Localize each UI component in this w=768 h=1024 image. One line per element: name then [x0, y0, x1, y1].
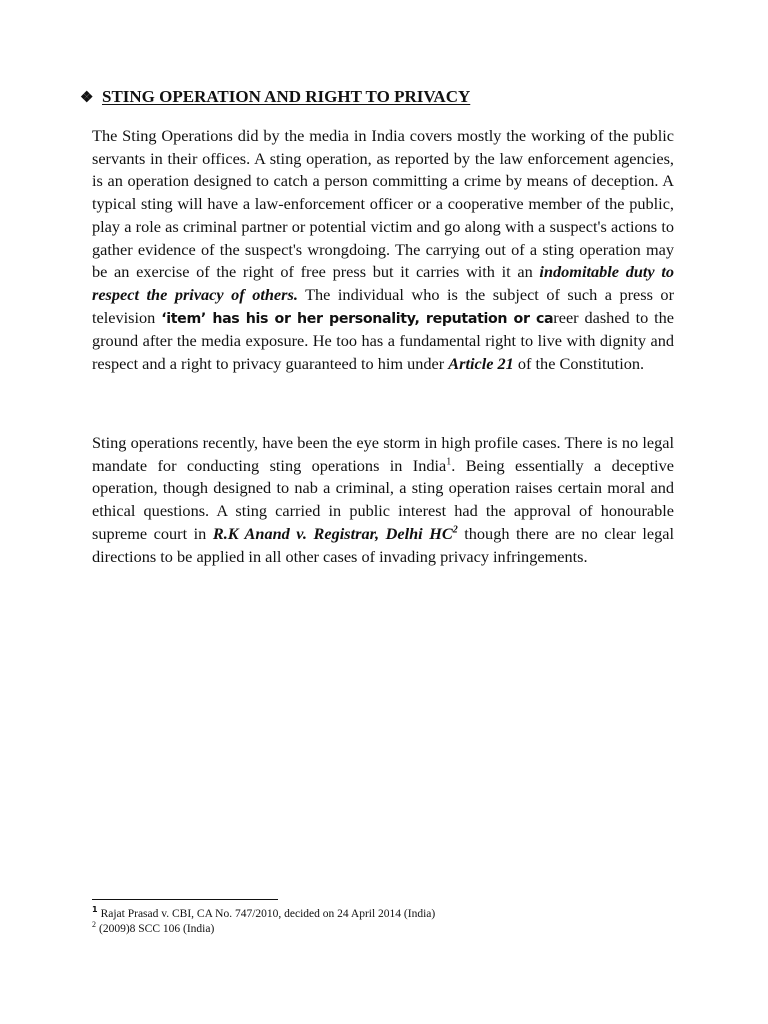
paragraph-1-text-c: reer dashed to the ground after the media exposure. He too has a fundamental right to live with dignity and respect and a right to privacy guaranteed to him under — [92, 307, 674, 374]
footnote-2-text: (2009)8 SCC 106 (India) — [99, 922, 215, 935]
paragraph-1 — [92, 125, 674, 376]
paragraph-1-text-a: The Sting Operations did by the media in India covers mostly the working of the public servants in their offices. A sting operation, as reported by the law enforcement agencies, is an operation designed to catch a person committing a crime by means of deception. A typical sting will have a law-enforcement officer or a cooperative member of the public, play a role as criminal partner or potential victim and go along with a suspect's actions to gather evidence of the suspect's wrongdoing. The carrying out of a sting operation may be an exercise of the right of free press but it carries with it an — [92, 126, 674, 282]
paragraph-2-text-c: though there are no clear legal directions to be applied in all other cases of invading privacy infringements. — [92, 523, 675, 566]
paragraph-2 — [92, 432, 674, 568]
footnote-1 — [92, 907, 692, 922]
footnote-ref-1[interactable]: 1 — [446, 456, 452, 468]
section-heading — [80, 86, 470, 109]
footnote-2-marker: 2 — [92, 919, 96, 929]
paragraph-2-text-a: Sting operations recently, have been the eye storm in high profile cases. There is no legal mandate for conducting sting operations in India — [92, 433, 674, 475]
footnote-1-marker: 1 — [92, 905, 98, 915]
paragraph-1-emphasis-article: Article 21 — [448, 354, 514, 374]
paragraph-2-text-b: . Being essentially a deceptive operation, though designed to nab a criminal, a sting operation raises certain moral and ethical questions. A sting carried in public interest had the approval of honourable supreme court in — [92, 455, 675, 543]
footnote-divider — [92, 899, 278, 900]
paragraph-2-case-name: R.K Anand v. Registrar, Delhi HC — [212, 523, 453, 543]
footnote-2 — [92, 919, 692, 937]
section-heading-text: STING OPERATION AND RIGHT TO PRIVACY — [102, 87, 471, 106]
diamond-bullet-icon: ❖ — [80, 90, 94, 106]
paragraph-1-emphasis-duty: indomitable duty to respect the privacy of others. — [92, 262, 674, 304]
paragraph-1-text-d: of the Constitution. — [513, 354, 645, 374]
footnote-ref-2[interactable]: 2 — [452, 524, 458, 536]
footnotes — [92, 907, 692, 936]
footnote-1-text: Rajat Prasad v. CBI, CA No. 747/2010, decided on 24 April 2014 (India) — [100, 908, 436, 920]
paragraph-1-text-b: The individual who is the subject of such a press or television — [92, 284, 674, 327]
paragraph-1-sans-run: ‘item’ has his or her personality, reputation or ca — [161, 310, 554, 327]
